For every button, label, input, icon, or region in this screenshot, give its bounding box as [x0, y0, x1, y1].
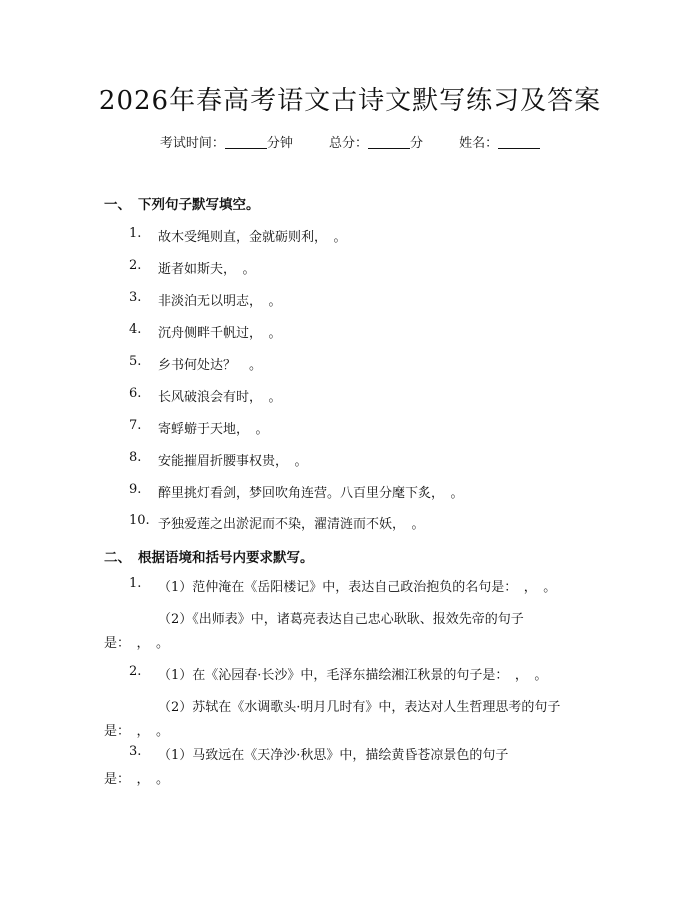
- item-text: 乡书何处达？ 。: [158, 358, 263, 373]
- item-sub-2: （2）苏轼在《水调歌头·明月几时有》中，表达对人生哲理思考的句子: [158, 700, 561, 715]
- section-1-title: 下列句子默写填空。: [138, 197, 260, 213]
- item-number: 3.: [129, 290, 142, 305]
- item-sub-1: （1）马致远在《天净沙·秋思》中，描绘黄昏苍凉景色的句子: [158, 748, 509, 763]
- item-number: 2.: [129, 258, 142, 273]
- total-score-unit: 分: [410, 136, 424, 151]
- item-text: 沉舟侧畔千帆过， 。: [158, 326, 282, 341]
- name-field: [459, 132, 540, 151]
- exam-time-label: 考试时间：: [159, 136, 225, 151]
- item-number: 5.: [129, 354, 142, 369]
- item-number: 6.: [129, 386, 142, 401]
- item-sub-2-continuation: 是： ， 。: [104, 636, 170, 651]
- item-number: 4.: [129, 322, 142, 337]
- name-label: 姓名：: [459, 136, 499, 151]
- total-score-field: [329, 132, 423, 151]
- item-sub-2: （2）《出师表》中，诸葛亮表达自己忠心耿耿、报效先帝的句子: [158, 612, 524, 627]
- exam-info-line: [0, 132, 700, 151]
- section-1-heading: [104, 193, 260, 213]
- item-text: 长风破浪会有时， 。: [158, 390, 282, 405]
- item-sub-2-continuation: 是： ， 。: [104, 724, 170, 739]
- section-2-number: 二、: [104, 550, 131, 566]
- item-text: 寄蜉蝣于天地， 。: [158, 422, 269, 437]
- item-sub-1-continuation: 是： ， 。: [104, 772, 170, 787]
- item-sub-1: （1）范仲淹在《岳阳楼记》中，表达自己政治抱负的名句是： ， 。: [158, 580, 557, 595]
- page-title: 2026年春高考语文古诗文默写练习及答案: [98, 86, 602, 116]
- item-number: 9.: [129, 482, 142, 497]
- item-number: 7.: [129, 418, 142, 433]
- item-number: 1.: [129, 576, 142, 591]
- name-blank: [498, 136, 540, 149]
- total-score-label: 总分：: [328, 136, 368, 151]
- item-number: 2.: [129, 664, 142, 679]
- item-number: 10.: [129, 513, 150, 528]
- item-text: 醉里挑灯看剑，梦回吹角连营。八百里分麾下炙， 。: [158, 486, 464, 501]
- item-sub-1: （1）在《沁园春·长沙》中，毛泽东描绘湘江秋景的句子是： ， 。: [158, 668, 548, 683]
- item-text: 非淡泊无以明志， 。: [158, 294, 282, 309]
- section-1-number: 一、: [104, 197, 131, 213]
- section-2-title: 根据语境和括号内要求默写。: [138, 550, 314, 566]
- item-text: 予独爱莲之出淤泥而不染，濯清涟而不妖， 。: [158, 517, 425, 532]
- item-text: 安能摧眉折腰事权贵， 。: [158, 454, 308, 469]
- exam-time-field: [160, 132, 293, 151]
- exam-time-unit: 分钟: [266, 136, 293, 151]
- item-number: 1.: [129, 226, 142, 241]
- item-text: 逝者如斯夫， 。: [158, 262, 256, 277]
- item-number: 3.: [129, 744, 142, 759]
- item-text: 故木受绳则直，金就砺则利， 。: [158, 230, 347, 245]
- section-2-heading: [104, 546, 314, 566]
- exam-time-blank: [225, 136, 267, 149]
- item-number: 8.: [129, 450, 142, 465]
- total-score-blank: [368, 136, 410, 149]
